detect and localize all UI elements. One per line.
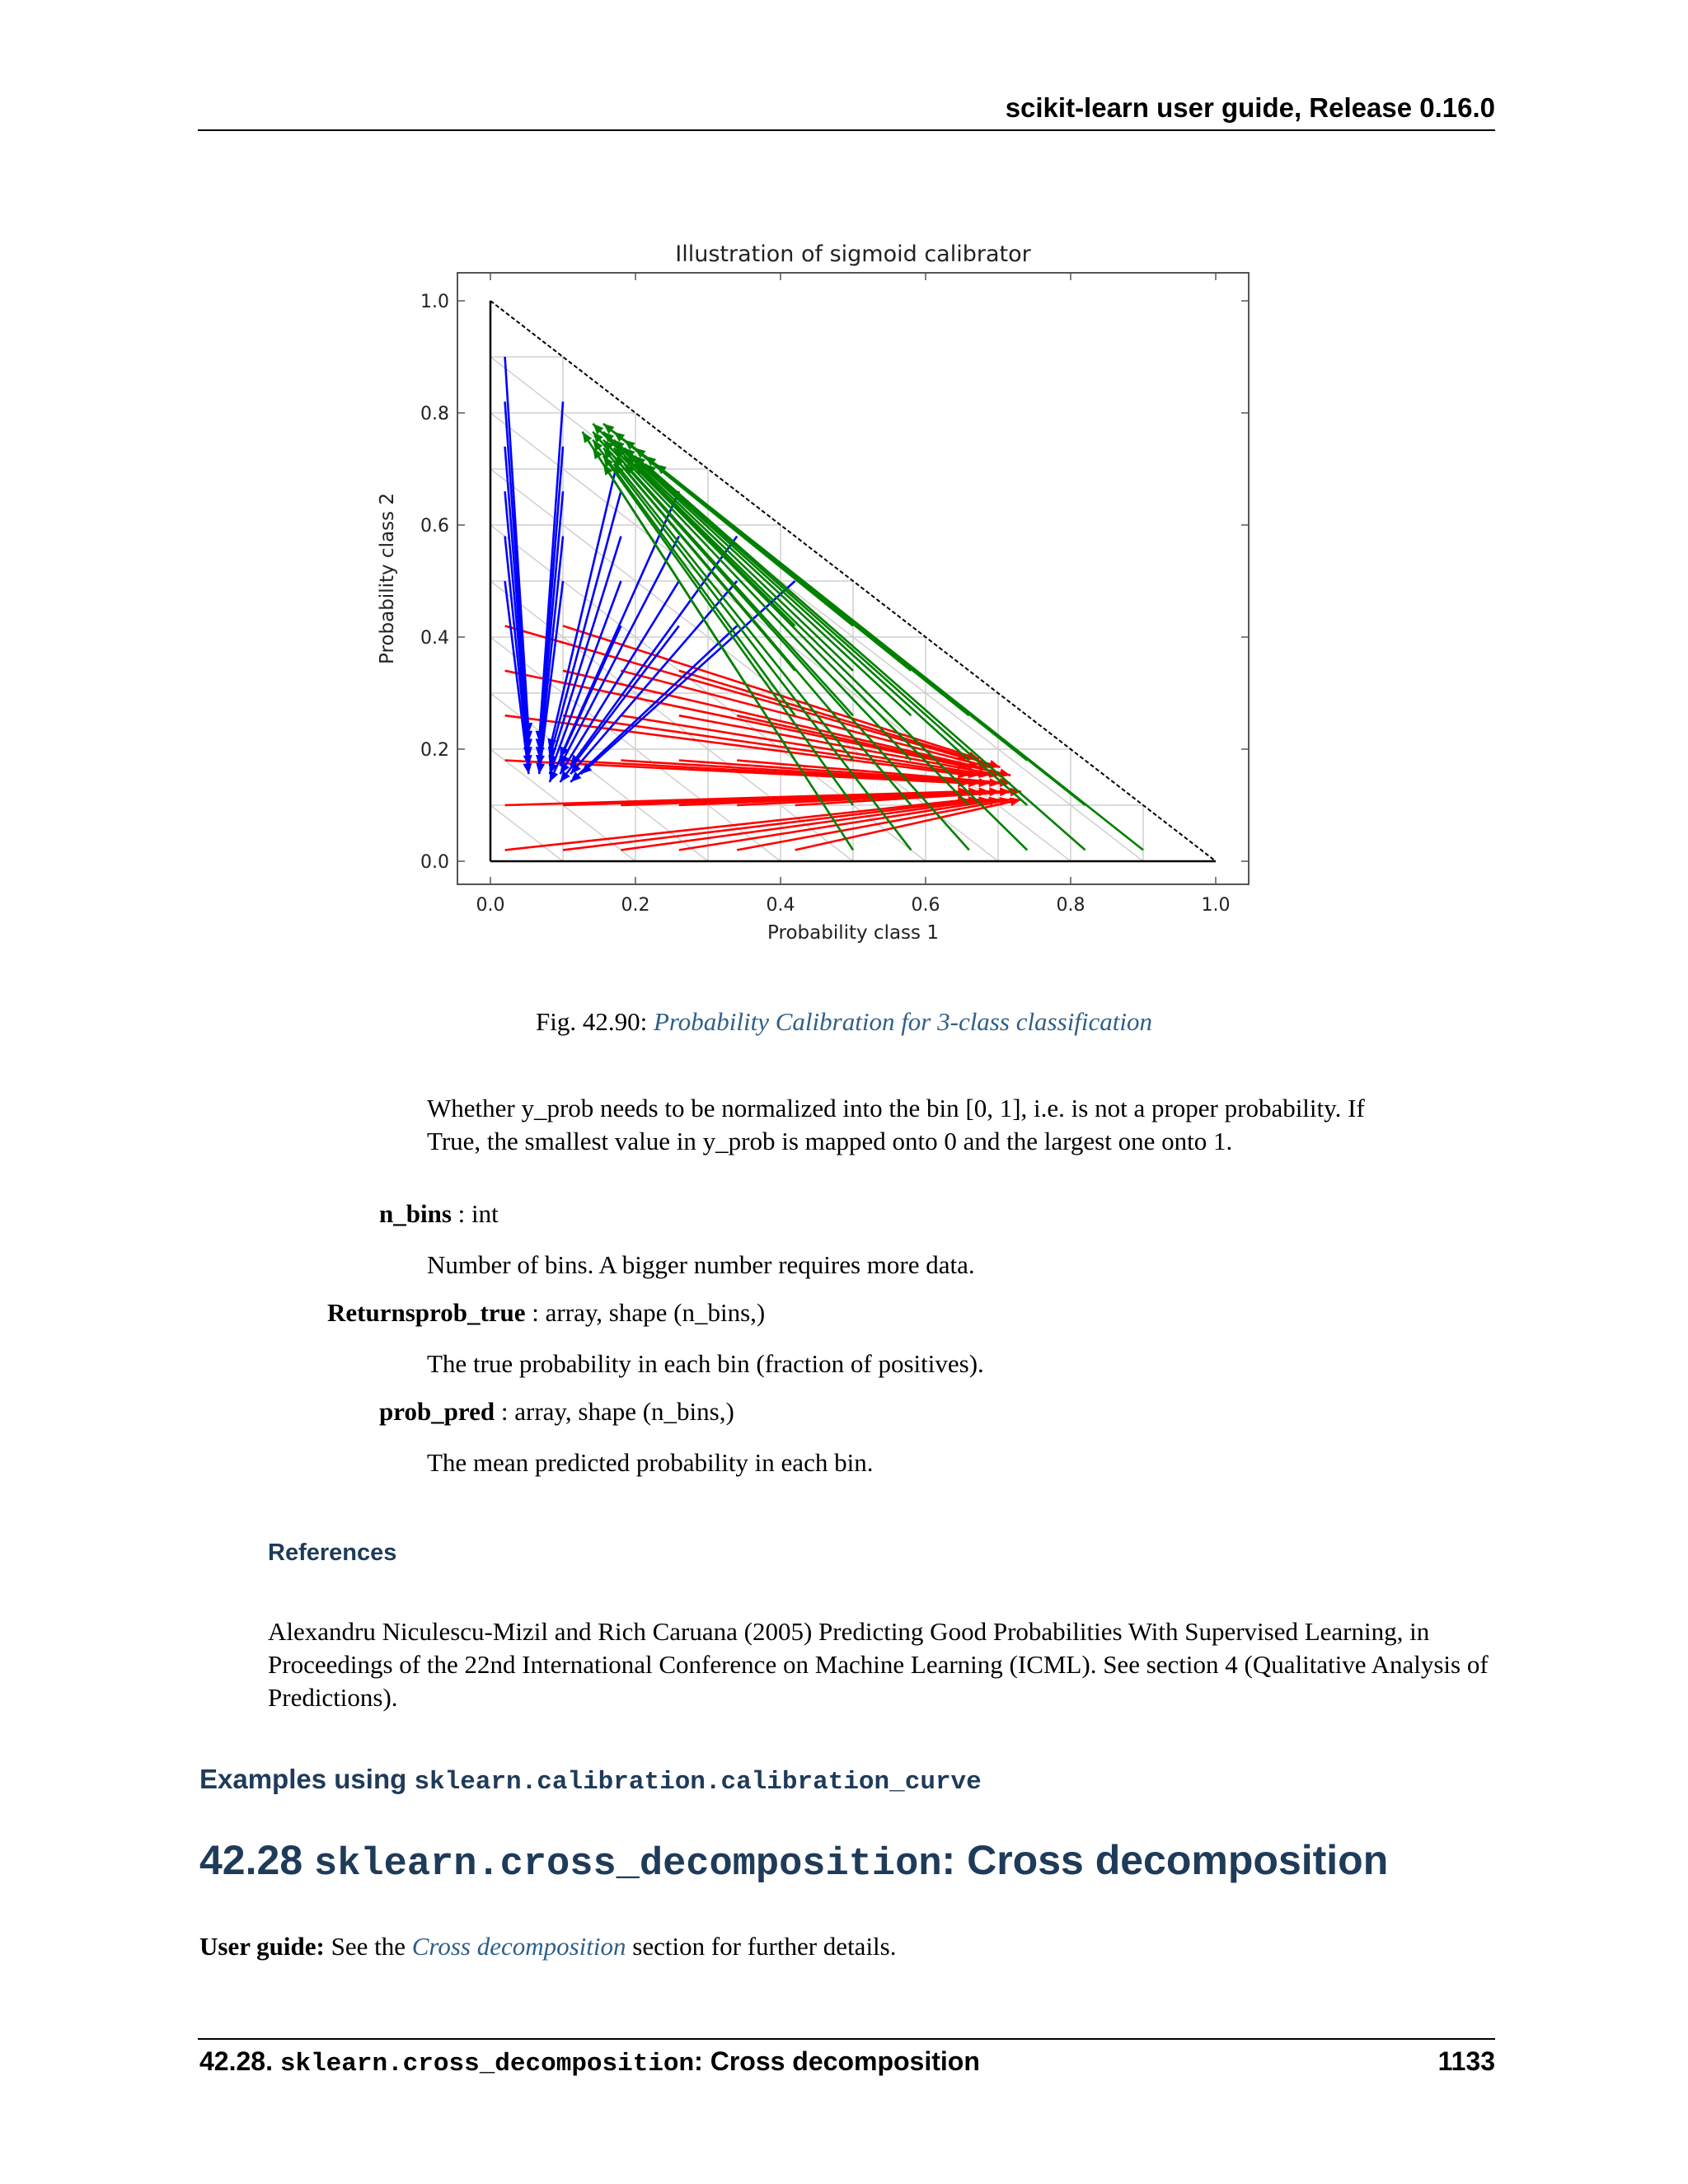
return-type: : array, shape (n_bins,) <box>495 1397 734 1426</box>
examples-heading-code: sklearn.calibration.calibration_curve <box>414 1768 982 1797</box>
footer-module: sklearn.cross_decomposition <box>279 2050 695 2079</box>
y-axis-label: Probability class 2 <box>377 493 398 664</box>
grid-line <box>490 805 563 861</box>
section-heading <box>199 1836 1388 1886</box>
returns-label: Returns <box>327 1298 415 1327</box>
arrow <box>635 464 1027 850</box>
arrow <box>624 464 969 850</box>
arrow-head <box>536 763 545 775</box>
footer-number: 42.28. <box>199 2046 280 2076</box>
x-tick-label: 0.8 <box>1056 895 1085 916</box>
y-tick-label: 0.6 <box>420 516 449 537</box>
footer-rule <box>198 2038 1495 2040</box>
footer-section <box>199 2046 980 2079</box>
header-rule <box>198 129 1495 131</box>
y-tick-label: 1.0 <box>420 292 449 312</box>
caption-prefix: Fig. 42.90: <box>535 1007 654 1036</box>
returns-prob-pred <box>379 1397 734 1427</box>
arrow-shaft <box>563 799 979 850</box>
param-n-bins <box>379 1199 499 1229</box>
x-tick-label: 0.4 <box>766 895 795 916</box>
running-header: scikit-learn user guide, Release 0.16.0 <box>1005 92 1495 123</box>
arrow <box>614 448 912 760</box>
x-tick-label: 0.6 <box>911 895 940 916</box>
x-tick-label: 0.0 <box>476 895 505 916</box>
figure-sigmoid-calibrator <box>375 235 1273 960</box>
section-module: sklearn.cross_decomposition <box>314 1843 942 1886</box>
cross-decomposition-link[interactable]: Cross decomposition <box>411 1932 626 1961</box>
arrow-shaft <box>603 448 853 760</box>
section-title: : Cross decomposition <box>941 1837 1389 1883</box>
return-type: : array, shape (n_bins,) <box>525 1298 766 1327</box>
prob-pred-description: The mean predicted probability in each bin. <box>427 1448 874 1477</box>
arrow-shaft <box>621 799 989 850</box>
user-guide-line <box>199 1930 896 1963</box>
arrow-shaft <box>624 448 969 760</box>
x-tick-label: 1.0 <box>1201 895 1231 916</box>
examples-heading <box>199 1764 982 1797</box>
arrow-head <box>583 432 593 443</box>
reference-entry: Alexandru Niculescu-Mizil and Rich Caruana (2005) Predicting Good Probabilities With Supervised Learning, in Proceedings of the 22nd International Conference on Machine Learning (ICML). See section 4 (Qualitative Analysis of Predictions). <box>268 1617 1489 1712</box>
grid-line <box>490 357 1143 861</box>
arrow-head <box>523 763 532 775</box>
footer-title: : Cross decomposition <box>694 2046 980 2076</box>
y-tick-label: 0.0 <box>420 852 449 873</box>
prob-true-description: The true probability in each bin (fraction of positives). <box>427 1349 984 1378</box>
param-n-bins-description: Number of bins. A bigger number requires more data. <box>427 1250 975 1279</box>
return-name: prob_true <box>415 1298 526 1327</box>
references-heading: References <box>268 1540 397 1566</box>
quiver-chart <box>375 235 1273 960</box>
examples-heading-text: Examples using <box>199 1764 415 1794</box>
axis-ticks <box>420 273 1249 916</box>
arrow-shaft <box>505 799 969 850</box>
x-axis-label: Probability class 1 <box>767 922 939 944</box>
returns-prob-true <box>327 1298 765 1328</box>
arrow-shaft <box>635 464 1027 850</box>
arrow-shaft <box>614 448 912 760</box>
param-type: : int <box>451 1199 499 1228</box>
param-name: n_bins <box>379 1199 452 1228</box>
section-number: 42.28 <box>199 1837 315 1883</box>
x-tick-label: 0.2 <box>621 895 650 916</box>
arrow <box>624 448 969 760</box>
return-name: prob_pred <box>379 1397 495 1426</box>
y-tick-label: 0.8 <box>420 404 449 424</box>
user-guide-text: See the <box>324 1932 412 1961</box>
caption-link[interactable]: Probability Calibration for 3-class classification <box>653 1007 1153 1036</box>
user-guide-label: User guide: <box>199 1932 325 1961</box>
arrow-field <box>505 357 1143 850</box>
page-number: 1133 <box>1437 2046 1495 2076</box>
figure-caption <box>0 1007 1688 1037</box>
arrow-shaft <box>624 464 969 850</box>
y-tick-label: 0.4 <box>420 628 449 649</box>
arrow <box>603 448 853 760</box>
param-y-prob-description: Whether y_prob needs to be normalized into the bin [0, 1], i.e. is not a proper probability. If True, the smallest value in y_prob is mapped onto 0 and the largest one onto 1. <box>427 1094 1365 1155</box>
y-tick-label: 0.2 <box>420 740 449 761</box>
user-guide-text: section for further details. <box>626 1932 897 1961</box>
chart-title: Illustration of sigmoid calibrator <box>675 241 1031 267</box>
